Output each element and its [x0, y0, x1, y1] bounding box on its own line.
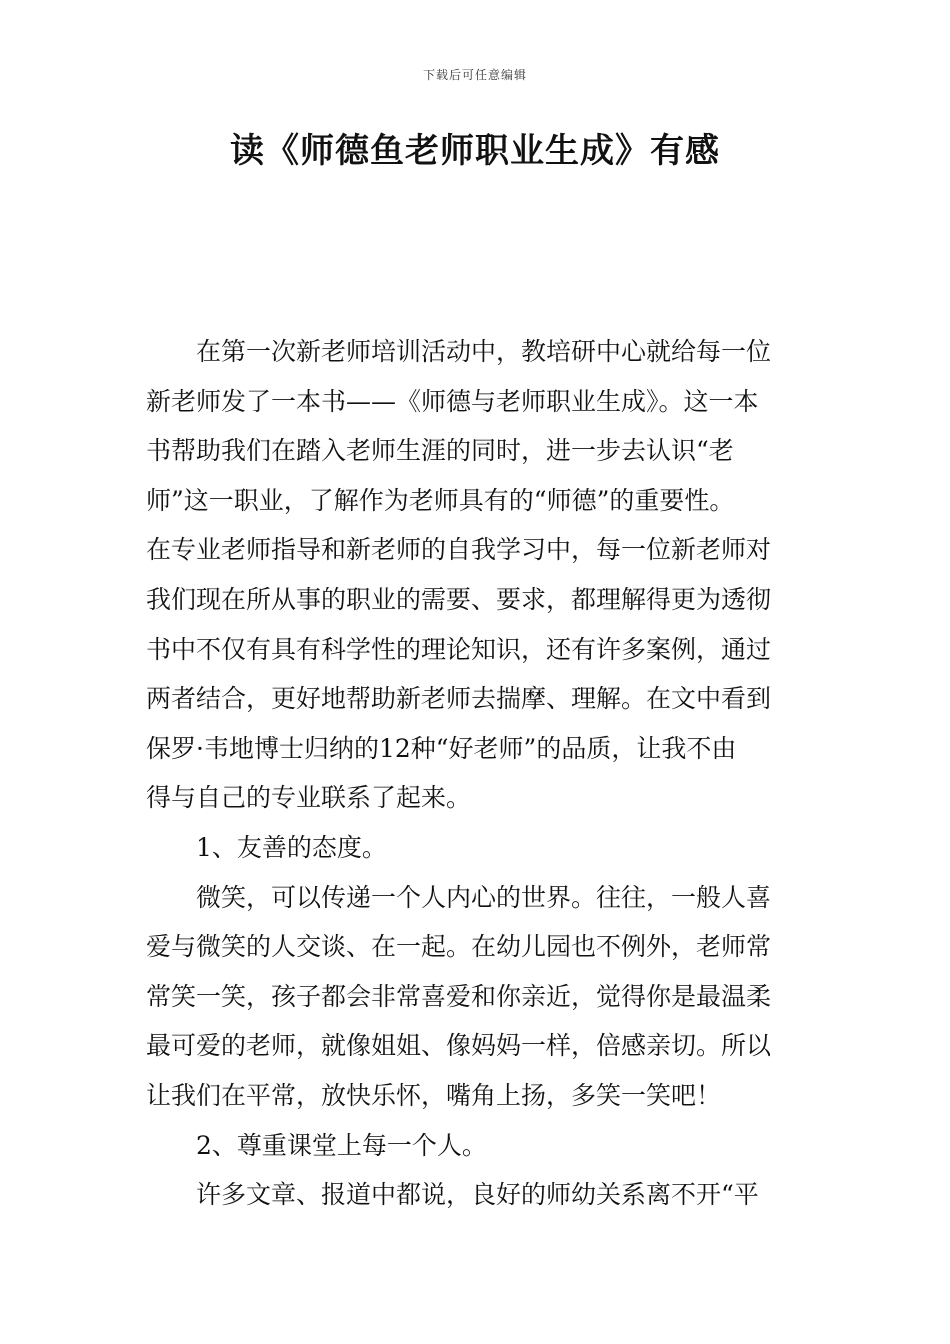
body-line: 许多文章、报道中都说，良好的师幼关系离不开“平 [196, 1180, 759, 1210]
body-line: 得与自己的专业联系了起来。 [146, 783, 472, 813]
body-line: 微笑，可以传递一个人内心的世界。往往，一般人喜 [196, 882, 772, 912]
section-heading: 2、尊重课堂上每一个人。 [196, 1130, 487, 1160]
body-line: 我们现在所从事的职业的需要、要求，都理解得更为透彻 [146, 584, 772, 614]
document-body [146, 327, 810, 1220]
body-line: 两者结合，更好地帮助新老师去揣摩、理解。在文中看到 [146, 684, 772, 714]
body-line: 最可爱的老师，就像姐姐、像妈妈一样，倍感亲切。所以 [146, 1031, 772, 1061]
body-line: 师”这一职业，了解作为老师具有的“师德”的重要性。 [146, 485, 735, 515]
body-line: 保罗·韦地博士归纳的12种“好老师”的品质，让我不由 [146, 733, 737, 763]
body-line: 新老师发了一本书——《师德与老师职业生成》。这一本 [146, 386, 759, 416]
section-heading: 1、友善的态度。 [196, 832, 387, 862]
body-line: 书中不仅有具有科学性的理论知识，还有许多案例，通过 [146, 634, 772, 664]
body-line: 在第一次新老师培训活动中，教培研中心就给每一位 [196, 337, 772, 366]
body-line: 书帮助我们在踏入老师生涯的同时，进一步去认识“老 [146, 436, 734, 466]
body-line: 在专业老师指导和新老师的自我学习中，每一位新老师对 [146, 535, 772, 565]
header-note: 下载后可任意编辑 [422, 68, 527, 82]
body-line: 常笑一笑，孩子都会非常喜爱和你亲近，觉得你是最温柔 [146, 981, 772, 1011]
document-title: 读《师德鱼老师职业生成》有感 [230, 131, 720, 171]
body-line: 让我们在平常，放快乐怀，嘴角上扬，多笑一笑吧！ [146, 1080, 722, 1110]
body-line: 爱与微笑的人交谈、在一起。在幼儿园也不例外，老师常 [146, 932, 772, 962]
